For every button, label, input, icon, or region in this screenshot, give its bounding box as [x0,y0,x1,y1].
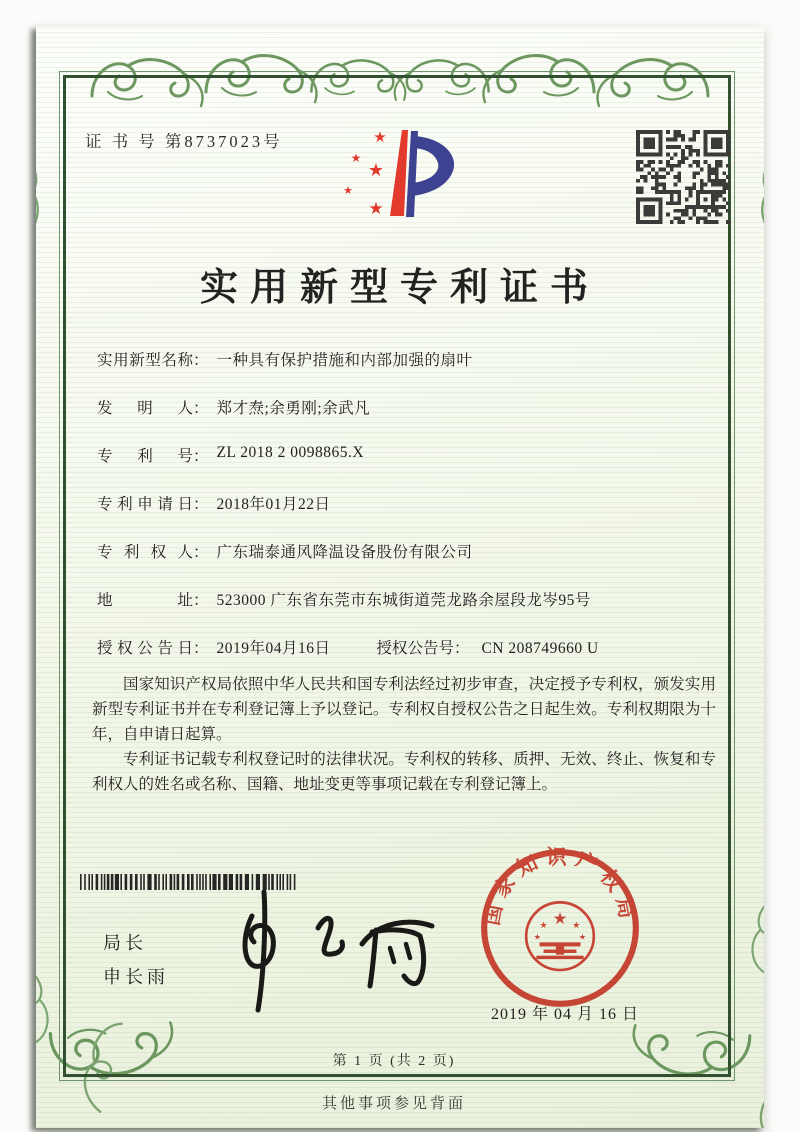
logo-stars [343,130,387,218]
field-value: 2019年04月16日 [216,640,331,657]
seal-text: 国家知识产权局 [481,846,639,928]
certificate-paper [36,26,764,1128]
back-side-note: 其他事项参见背面 [321,1096,466,1112]
logo-red-wedge [390,130,408,216]
field-value: 523000 广东省东莞市东城街道莞龙路余屋段龙岑95号 [216,592,591,609]
field-row-grant: 授权公告日 ： 2019年04月16日 授权公告号： CN 208749660 U [97,636,727,684]
svg-text:★: ★ [578,932,587,942]
field-value: 广东瑞泰通风降温设备股份有限公司 [216,544,473,561]
field-row-filing-date: 专利申请日 ： 2018年01月22日 [97,492,727,540]
commissioner-title: 局长 [103,933,147,953]
qr-code-icon [636,130,730,224]
field-label: 专利号 [97,448,193,465]
commissioner-name: 申长雨 [103,967,169,987]
svg-text:★: ★ [572,920,581,930]
field-label: 专利权人 [97,544,193,561]
field-row-patent-number: 专利号 ： ZL 2018 2 0098865.X [97,444,365,465]
certificate-title: 实用新型专利证书 [199,267,600,309]
svg-text:★: ★ [533,932,542,942]
field-row-name: 实用新型名称 ： 一种具有保护措施和内部加强的扇叶 [97,348,727,396]
commissioner-signature [214,878,454,1018]
field-label: 实用新型名称 [97,352,193,369]
svg-text:★: ★ [539,920,548,930]
svg-text:★: ★ [373,130,387,146]
logo-blue-bowl [412,136,454,196]
field-value: 郑才焘;余勇刚;余武凡 [216,400,371,417]
seal-date: 2019 年 04 月 16 日 [490,1006,639,1023]
field-value: 2018年01月22日 [216,496,331,513]
official-seal [478,846,642,1010]
svg-text:★: ★ [552,908,568,928]
field-row-address: 地址 ： 523000 广东省东莞市东城街道莞龙路余屋段龙岑95号 [97,588,727,636]
field-label: 发明人 [97,400,193,417]
legal-paragraph-2: 专利证书记载专利权登记时的法律状况。专利权的转移、质押、无效、终止、恢复和专利权人的姓名或名称、国籍、地址变更等事项记载在专利登记簿上。 [92,751,716,793]
field-label: 专利申请日 [97,496,193,513]
page-number: 第 1 页 (共 2 页) [332,1054,456,1069]
field-value: CN 208749660 U [481,640,599,657]
svg-text:★: ★ [367,160,385,180]
field-label: 地址 [97,592,193,609]
svg-text:★: ★ [343,185,353,197]
certificate-number: 证 书 号 第8737023号 [85,132,283,151]
field-row-inventors: 发明人 ： 郑才焘;余勇刚;余武凡 [97,396,727,444]
field-list [97,348,727,684]
field-label: 授权公告日 [97,640,193,657]
grant-number-pair: 授权公告号： CN 208749660 U [376,640,599,657]
field-value: ZL 2018 2 0098865.X [216,444,365,461]
cnipa-logo-icon [332,118,468,230]
legal-text [92,672,716,797]
svg-text:★: ★ [368,199,384,218]
commissioner-block [103,926,169,994]
field-row-patentee: 专利权人 ： 广东瑞泰通风降温设备股份有限公司 [97,540,727,588]
field-label: 授权公告号 [376,640,455,657]
svg-text:★: ★ [350,151,362,165]
legal-paragraph-1: 国家知识产权局依照中华人民共和国专利法经过初步审查，决定授予专利权，颁发实用新型专利证书并在专利登记簿上予以登记。专利权自授权公告之日起生效。专利权期限为十年，自申请日起算。 [92,676,716,743]
seal-national-emblem [526,902,594,970]
field-value: 一种具有保护措施和内部加强的扇叶 [216,352,473,369]
